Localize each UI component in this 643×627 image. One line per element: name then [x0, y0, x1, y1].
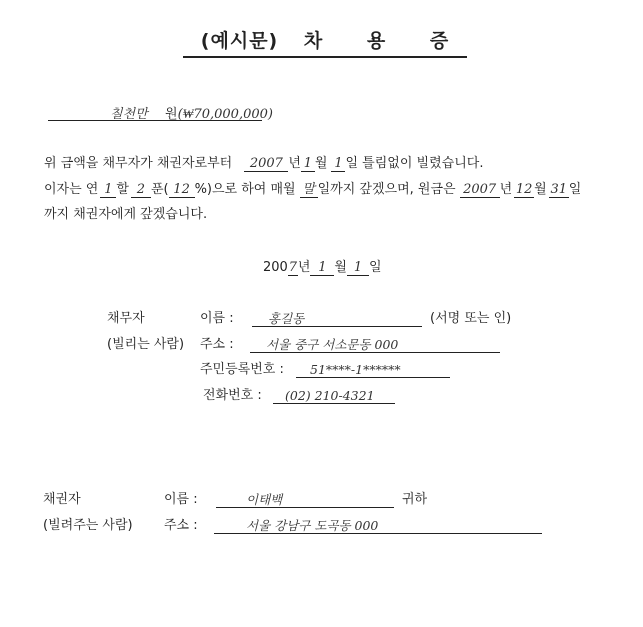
borrow-year: 2007: [244, 156, 288, 172]
amount-korean-text: 칠천만: [110, 107, 148, 122]
debtor-phone-label: 전화번호 :: [203, 388, 262, 403]
title-char-3: 증: [429, 30, 450, 52]
due-day-unit: 일: [568, 182, 582, 197]
body-line1-post: 일 틀림없이 빌렸습니다.: [345, 156, 484, 171]
monthly-pay-day: 말: [300, 182, 318, 198]
debtor-phone-field: [273, 387, 395, 405]
creditor-honorific: 귀하: [402, 492, 428, 507]
body-line2-pre: 이자는 연: [44, 182, 99, 197]
creditor-address: 서울 강남구 도곡동 000: [214, 518, 542, 534]
date-year-digit: 7: [288, 260, 297, 275]
title-prefix: (예시문): [200, 30, 279, 52]
debtor-name: 홍길동: [252, 311, 422, 327]
debtor-role-note: (빌리는 사람): [107, 337, 185, 352]
debtor-name-label: 이름 :: [200, 311, 234, 326]
body-line-3: 까지 채권자에게 갚겠습니다.: [44, 207, 208, 222]
interest-rate-int: 1: [100, 182, 116, 198]
amount-won: [165, 103, 273, 122]
borrow-month-unit: 월: [314, 156, 328, 171]
debtor-address-field: [250, 336, 500, 354]
interest-unit-pun: 푼(: [150, 182, 169, 197]
interest-unit-hal: 할: [116, 182, 129, 197]
title-char-1: 차: [303, 30, 324, 52]
debtor-address-label: 주소 :: [200, 337, 234, 352]
creditor-name-label: 이름 :: [164, 492, 198, 507]
debtor-role: 채무자: [107, 311, 145, 326]
creditor-address-field: [214, 517, 542, 535]
debtor-id: 51****-1******: [296, 362, 450, 378]
creditor-name: 이태백: [216, 492, 394, 508]
interest-percent: 12: [169, 182, 195, 198]
interest-rate-frac: 2: [131, 182, 151, 198]
creditor-name-field: [216, 491, 394, 509]
body-line-1: [44, 155, 483, 173]
creditor-role-note: (빌려주는 사람): [43, 518, 133, 533]
amount-numeric: (₩70,000,000): [177, 107, 273, 122]
debtor-sign-note: (서명 또는 인): [430, 311, 512, 326]
title-char-2: 용: [366, 30, 387, 52]
creditor-address-label: 주소 :: [164, 518, 198, 533]
amount-korean: [110, 103, 148, 122]
borrow-year-unit: 년: [288, 156, 301, 171]
body-line1-pre: 위 금액을 채무자가 채권자로부터: [44, 156, 233, 171]
due-day: 31: [550, 182, 567, 197]
creditor-role: 채권자: [43, 492, 81, 507]
principal-text: 일까지 갚겠으며, 원금은: [317, 182, 456, 197]
date-day-unit: 일: [368, 260, 382, 275]
document-title: [183, 26, 467, 58]
due-month: 12: [515, 182, 533, 197]
date-month: 1: [310, 260, 334, 276]
debtor-phone: (02) 210-4321: [273, 388, 395, 404]
debtor-id-label: 주민등록번호 :: [200, 362, 284, 377]
date-year-prefix: 200: [263, 260, 288, 275]
amount-won-text: 원: [165, 107, 178, 122]
date-month-unit: 월: [334, 260, 347, 275]
debtor-id-field: [296, 361, 450, 379]
due-year-unit: 년: [499, 182, 513, 197]
due-month-unit: 월: [534, 182, 547, 197]
debtor-name-field: [252, 310, 422, 328]
body-line-2: [44, 181, 581, 199]
interest-unit-text: %)으로 하여 매월: [194, 182, 296, 197]
borrow-day: 1: [331, 156, 345, 172]
date-day: 1: [347, 260, 369, 276]
borrow-month: 1: [301, 156, 315, 172]
document-date: [263, 259, 382, 277]
debtor-address: 서울 중구 서소문동 000: [250, 337, 500, 353]
due-year: 2007: [460, 182, 500, 198]
date-year-unit: 년: [297, 260, 311, 275]
